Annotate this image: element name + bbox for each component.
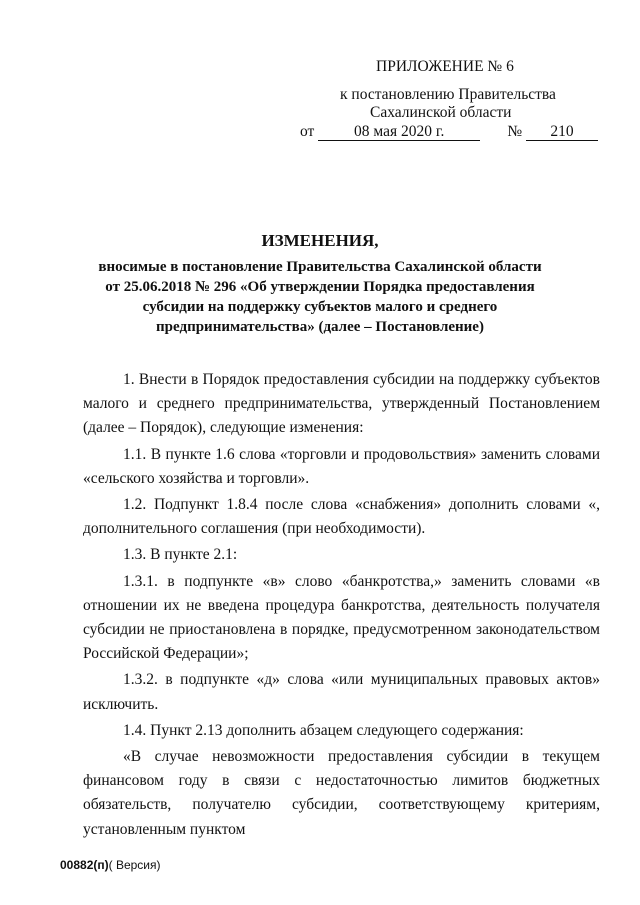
document-footer [60,858,161,873]
appendix-line-1: к постановлению Правительства [340,86,556,103]
appendix-date-line [300,121,610,142]
document-version: ( Версия) [108,858,161,872]
document-body [83,368,600,844]
decree-date: 08 мая 2020 г. [318,123,480,141]
paragraph: 1.1. В пункте 1.6 слова «торговли и продовольствия» заменить словами «сельского хозяйства и торговли». [83,445,600,487]
paragraph: 1.3.2. в подпункте «д» слова «или муниципальных правовых актов» исключить. [83,671,600,713]
paragraph: «В случае невозможности предоставления субсидии в текущем финансовом году в связи с недостаточностью лимитов бюджетных обязательств, получателю субсидии, соответствующему критериям, установленным пунктом [83,748,600,838]
from-label: от [300,123,315,140]
paragraph: 1.2. Подпункт 1.8.4 после слова «снабжения» дополнить словами «, дополнительного соглашения (при необходимости). [83,496,600,538]
document-heading [90,230,550,337]
heading-title: ИЗМЕНЕНИЯ, [261,231,379,250]
decree-number: 210 [526,123,598,141]
paragraph: 1.4. Пункт 2.13 дополнить абзацем следующего содержания: [123,721,524,739]
paragraph: 1. Внести в Порядок предоставления субсидии на поддержку субъектов малого и среднего предпринимательства, утвержденный Постановлением (далее – Порядок), следующие изменения: [83,371,600,437]
paragraph: 1.3. В пункте 2.1: [123,546,238,564]
number-label: № [507,123,523,140]
document-code: 00882(п) [60,858,109,872]
appendix-title: ПРИЛОЖЕНИЕ № 6 [376,58,514,75]
paragraph: 1.3.1. в подпункте «в» слово «банкротства,» заменить словами «в отношении их не введена процедура банкротства, деятельность получателя субсидии не приостановлена в порядке, предусмотренном законодательством Российской Федерации»; [83,572,600,663]
appendix-line-2: Сахалинской области [370,104,512,121]
heading-subtitle: вносимые в постановление Правительства Сахалинской области от 25.06.2018 № 296 «Об утверждении Порядка предоставления субсидии на поддержку субъектов малого и среднего предпринимательства» (далее – Постановление) [98,259,542,335]
